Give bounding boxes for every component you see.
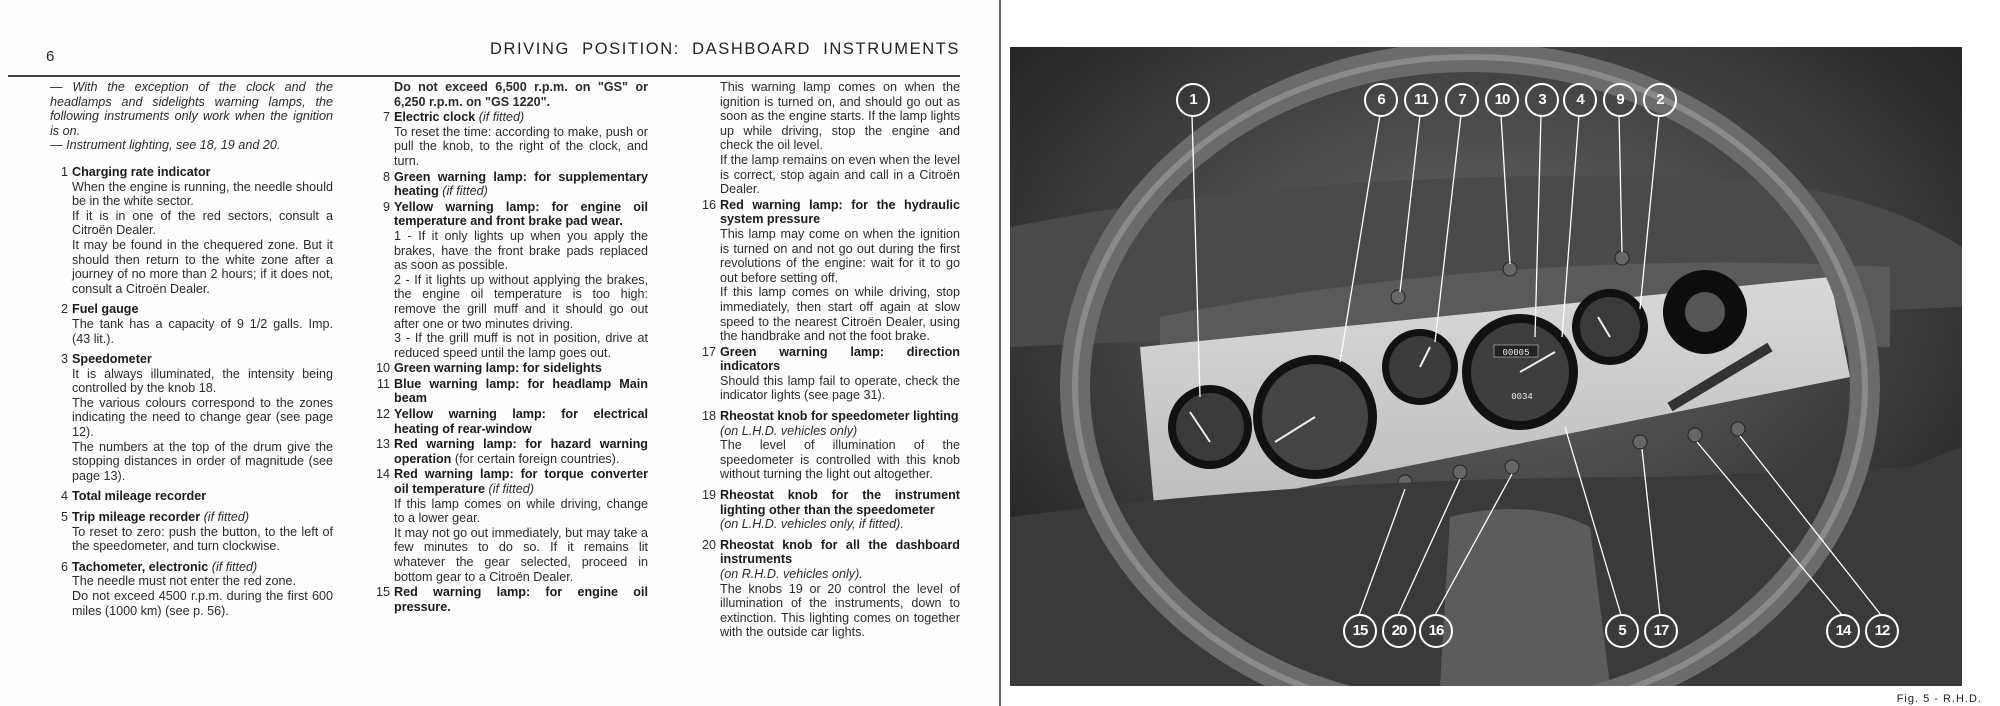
callout-1: 1 bbox=[1176, 83, 1210, 117]
item-continuation: If the lamp remains on even when the level is correct, stop again and call in a Citroën Dealer. bbox=[720, 152, 960, 197]
callout-12: 12 bbox=[1865, 614, 1899, 648]
callout-9: 9 bbox=[1603, 83, 1637, 117]
item-title: Green warning lamp: direction indicators bbox=[720, 344, 960, 374]
item-title: Blue warning lamp: for headlamp Main beam bbox=[394, 376, 648, 406]
gauge-speedometer bbox=[1462, 314, 1578, 430]
dashboard-photo bbox=[1010, 47, 1962, 686]
item-title: Trip mileage recorder bbox=[72, 510, 201, 525]
item-title: Electric clock bbox=[394, 110, 476, 125]
item-title: Total mileage recorder bbox=[72, 489, 207, 504]
list-item: 1 Charging rate indicator When the engine is running, the needle should be in the white sector. If it is in one of the red sectors, consult a Citroën Dealer. It may be found in the chequered zone. But it should then return to the white zone after a journey of no more than 2 hours; if it does not, consult a Citroën Dealer. bbox=[60, 164, 333, 296]
list-item: 14 Red warning lamp: for torque converter oil temperature (if fitted) If this lamp comes on while driving, change to a lower gear. It may not go out immediately, but may take a few minutes to do so. If it remains lit whatever the gear selected, proceed in bottom gear to a Citroën Dealer. bbox=[375, 467, 648, 584]
list-item: 7 Electric clock (if fitted) To reset the time: according to make, push or pull the knob, to the right of the clock, and turn. bbox=[382, 110, 648, 168]
list-item: 10 Green warning lamp: for sidelights bbox=[372, 361, 648, 376]
intro-note: — With the exception of the clock and the headlamps and sidelights warning lamps, the following instruments only work when the ignition is on. bbox=[50, 80, 333, 138]
list-item: 16 Red warning lamp: for the hydraulic system pressure This lamp may come on when the ignition is turned on and not go out during the first revolutions of the engine: wait for it to go out before setting off. If this lamp comes on while driving, stop immediately, then start off again at slow speed to the nearest Citroën Dealer, using the handbrake and not the foot brake. bbox=[701, 197, 960, 344]
item-title: Green warning lamp: for supplementary heating bbox=[394, 169, 648, 199]
dashboard-illustration bbox=[1010, 47, 1962, 686]
item-title: Rheostat knob for speedometer lighting bbox=[720, 409, 959, 424]
callout-11: 11 bbox=[1404, 83, 1438, 117]
callout-16: 16 bbox=[1419, 614, 1453, 648]
callout-3: 3 bbox=[1525, 83, 1559, 117]
item-title: Yellow warning lamp: for electrical heating of rear-window bbox=[394, 407, 648, 436]
steering-column bbox=[1440, 509, 1610, 686]
callout-20: 20 bbox=[1382, 614, 1416, 648]
running-head: DRIVING POSITION: DASHBOARD INSTRUMENTS bbox=[489, 40, 960, 58]
list-item: 8 Green warning lamp: for supplementary heating (if fitted) bbox=[382, 169, 648, 199]
item-title: Yellow warning lamp: for engine oil temperature and front brake pad wear. bbox=[394, 199, 648, 229]
item-continuation: Do not exceed 6,500 r.p.m. on "GS" or 6,250 r.p.m. on "GS 1220". bbox=[394, 80, 648, 109]
list-item: 20 Rheostat knob for all the dashboard instruments (on R.H.D. vehicles only). The knobs 19 or 20 control the level of illumination of the instruments, down to extinction. This lighting comes on together with the outside car lights. bbox=[701, 537, 960, 640]
list-item: 15 Red warning lamp: for engine oil pressure. bbox=[375, 585, 648, 614]
item-continuation: This warning lamp comes on when the ignition is turned on, and should go out as soon as the engine starts. If the lamp lights up while driving, stop the engine and check the oil level. bbox=[720, 80, 960, 153]
item-title: Charging rate indicator bbox=[72, 164, 211, 179]
odometer-total: 00005 bbox=[1502, 348, 1530, 358]
item-title: Red warning lamp: for the hydraulic system pressure bbox=[720, 197, 960, 227]
item-title: Tachometer, electronic bbox=[72, 559, 209, 574]
item-title: Rheostat knob for the instrument lighting other than the speedometer bbox=[720, 488, 960, 517]
page-number: 6 bbox=[46, 48, 55, 65]
gauge-fuel bbox=[1572, 289, 1648, 365]
list-item: 13 Red warning lamp: for hazard warning operation (for certain foreign countries). bbox=[375, 437, 648, 466]
list-item: 2 Fuel gauge The tank has a capacity of 9 1/2 galls. Imp. (43 lit.). bbox=[60, 302, 333, 346]
gauge-right bbox=[1663, 270, 1747, 354]
gauge-clock bbox=[1382, 329, 1458, 405]
list-item: 11 Blue warning lamp: for headlamp Main beam bbox=[376, 376, 648, 406]
callout-4: 4 bbox=[1563, 83, 1597, 117]
intro-notes bbox=[50, 80, 333, 153]
list-item: 9 Yellow warning lamp: for engine oil temperature and front brake pad wear. 1 - If it only lights up when you apply the brakes, have the front brake pads replaced as soon as possible. 2 - If it lights up without applying the brakes, the engine oil temperature is too high: remove the grill muff and it should go out after one or two minutes driving. 3 - If the grill muff is not in position, drive at reduced speed until the lamp goes out. bbox=[382, 199, 648, 360]
list-item: 3 Speedometer It is always illuminated, the intensity being controlled by the knob 18. The various colours correspond to the zones indicating the need to change gear (see page 12). The numbers at the top of the drum give the stopping distances in order of magnitude (see page 13). bbox=[60, 352, 333, 483]
callout-2: 2 bbox=[1643, 83, 1677, 117]
item-title: Fuel gauge bbox=[72, 302, 139, 317]
callout-15: 15 bbox=[1343, 614, 1377, 648]
list-item: 4 Total mileage recorder bbox=[50, 489, 333, 504]
callout-10: 10 bbox=[1485, 83, 1519, 117]
callout-7: 7 bbox=[1445, 83, 1479, 117]
list-item: 17 Green warning lamp: direction indicators Should this lamp fail to operate, check the indicator lights (see page 31). bbox=[701, 344, 960, 403]
item-title: Red warning lamp: for hazard warning operation bbox=[394, 437, 648, 466]
gauge-tachometer bbox=[1253, 355, 1377, 479]
intro-note: — Instrument lighting, see 18, 19 and 20. bbox=[50, 138, 281, 153]
list-item: 5 Trip mileage recorder (if fitted) To reset to zero: push the button, to the left of the speedometer, and turn clockwise. bbox=[60, 510, 333, 554]
callout-6: 6 bbox=[1364, 83, 1398, 117]
figure-caption: Fig. 5 - R.H.D. bbox=[1896, 693, 1982, 705]
item-title: Red warning lamp: for torque converter oil temperature bbox=[394, 467, 648, 497]
list-item: 18 Rheostat knob for speedometer lighting (on L.H.D. vehicles only) The level of illumination of the speedometer is controlled with this knob without turning the light out altogether. bbox=[701, 409, 960, 482]
item-title: Red warning lamp: for engine oil pressure. bbox=[394, 585, 648, 614]
list-item: 6 Tachometer, electronic (if fitted) The needle must not enter the red zone. Do not exceed 4500 r.p.m. during the first 600 miles (1000 km) (see p. 56). bbox=[60, 559, 333, 618]
list-item: 12 Yellow warning lamp: for electrical heating of rear-window bbox=[375, 407, 648, 436]
callout-5: 5 bbox=[1605, 614, 1639, 648]
list-item: 19 Rheostat knob for the instrument lighting other than the speedometer (on L.H.D. vehicles only, if fitted). bbox=[701, 488, 960, 532]
text-column-1 bbox=[50, 80, 333, 618]
item-title: Rheostat knob for all the dashboard instruments bbox=[720, 537, 960, 567]
callout-14: 14 bbox=[1826, 614, 1860, 648]
callout-17: 17 bbox=[1644, 614, 1678, 648]
item-title: Green warning lamp: for sidelights bbox=[394, 361, 602, 376]
gauge-charging-rate bbox=[1168, 385, 1252, 469]
header-rule bbox=[8, 75, 960, 77]
odometer-trip: 0034 bbox=[1511, 392, 1533, 402]
text-column-2 bbox=[372, 80, 648, 614]
item-title: Speedometer bbox=[72, 352, 152, 367]
text-column-3 bbox=[698, 80, 960, 640]
